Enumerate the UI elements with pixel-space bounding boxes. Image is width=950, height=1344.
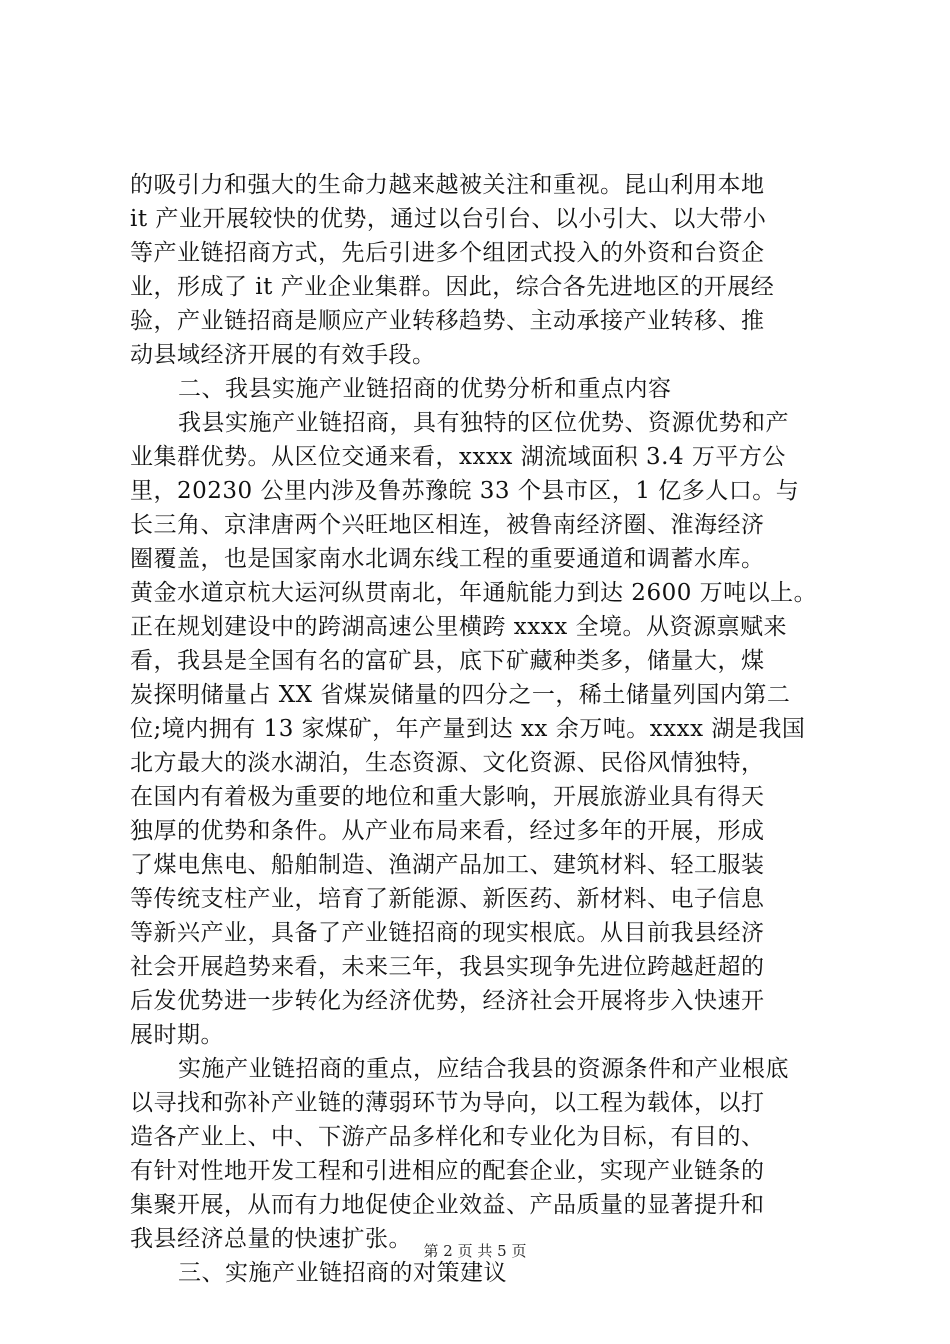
text-line: 的吸引力和强大的生命力越来越被关注和重视。昆山利用本地 xyxy=(130,172,765,198)
text-line: 业集群优势。从区位交通来看，xxxx 湖流域面积 3.4 万平方公 xyxy=(130,444,786,470)
text-line: 炭探明储量占 XX 省煤炭储量的四分之一，稀土储量列国内第二 xyxy=(130,682,791,708)
text-line: 里，20230 公里内涉及鲁苏豫皖 33 个县市区，1 亿多人口。与 xyxy=(130,478,800,504)
text-line: 我县经济总量的快速扩张。 xyxy=(130,1226,412,1252)
text-line: 正在规划建设中的跨湖高速公里横跨 xxxx 全境。从资源禀赋来 xyxy=(130,614,788,640)
text-line: 实施产业链招商的重点，应结合我县的资源条件和产业根底 xyxy=(178,1056,789,1082)
text-line: 后发优势进一步转化为经济优势，经济社会开展将步入快速开 xyxy=(130,988,765,1014)
text-line: 长三角、京津唐两个兴旺地区相连，被鲁南经济圈、淮海经济 xyxy=(130,512,765,538)
text-line: 验，产业链招商是顺应产业转移趋势、主动承接产业转移、推 xyxy=(130,308,765,334)
section-heading: 三、实施产业链招商的对策建议 xyxy=(178,1260,507,1286)
text-line: 造各产业上、中、下游产品多样化和专业化为目标，有目的、 xyxy=(130,1124,765,1150)
text-line: 了煤电焦电、船舶制造、渔湖产品加工、建筑材料、轻工服装 xyxy=(130,852,765,878)
text-line: 看，我县是全国有名的富矿县，底下矿藏种类多，储量大，煤 xyxy=(130,648,765,674)
text-line: 北方最大的淡水湖泊，生态资源、文化资源、民俗风情独特， xyxy=(130,750,765,776)
text-line: 社会开展趋势来看，未来三年，我县实现争先进位跨越赶超的 xyxy=(130,954,765,980)
text-line: 位;境内拥有 13 家煤矿，年产量到达 xx 余万吨。xxxx 湖是我国 xyxy=(130,716,806,742)
page-number-footer: 第 2 页 共 5 页 xyxy=(423,1242,527,1260)
text-line: 以寻找和弥补产业链的薄弱环节为导向，以工程为载体，以打 xyxy=(130,1090,765,1116)
text-line: 有针对性地开发工程和引进相应的配套企业，实现产业链条的 xyxy=(130,1158,765,1184)
text-line: 我县实施产业链招商，具有独特的区位优势、资源优势和产 xyxy=(178,410,789,436)
text-line: 黄金水道京杭大运河纵贯南北，年通航能力到达 2600 万吨以上。 xyxy=(130,580,818,606)
text-line: 独厚的优势和条件。从产业布局来看，经过多年的开展，形成 xyxy=(130,818,765,844)
text-line: 在国内有着极为重要的地位和重大影响，开展旅游业具有得天 xyxy=(130,784,765,810)
text-line: 动县域经济开展的有效手段。 xyxy=(130,342,436,368)
section-heading: 二、我县实施产业链招商的优势分析和重点内容 xyxy=(178,376,672,402)
text-line: 展时期。 xyxy=(130,1022,224,1048)
text-line: 集聚开展，从而有力地促使企业效益、产品质量的显著提升和 xyxy=(130,1192,765,1218)
text-line: 等产业链招商方式，先后引进多个组团式投入的外资和台资企 xyxy=(130,240,765,266)
text-line: 圈覆盖，也是国家南水北调东线工程的重要通道和调蓄水库。 xyxy=(130,546,765,572)
text-line: 等新兴产业，具备了产业链招商的现实根底。从目前我县经济 xyxy=(130,920,765,946)
text-line: it 产业开展较快的优势，通过以台引台、以小引大、以大带小 xyxy=(130,206,767,232)
text-line: 业，形成了 it 产业企业集群。因此，综合各先进地区的开展经 xyxy=(130,274,775,300)
text-line: 等传统支柱产业，培育了新能源、新医药、新材料、电子信息 xyxy=(130,886,765,912)
